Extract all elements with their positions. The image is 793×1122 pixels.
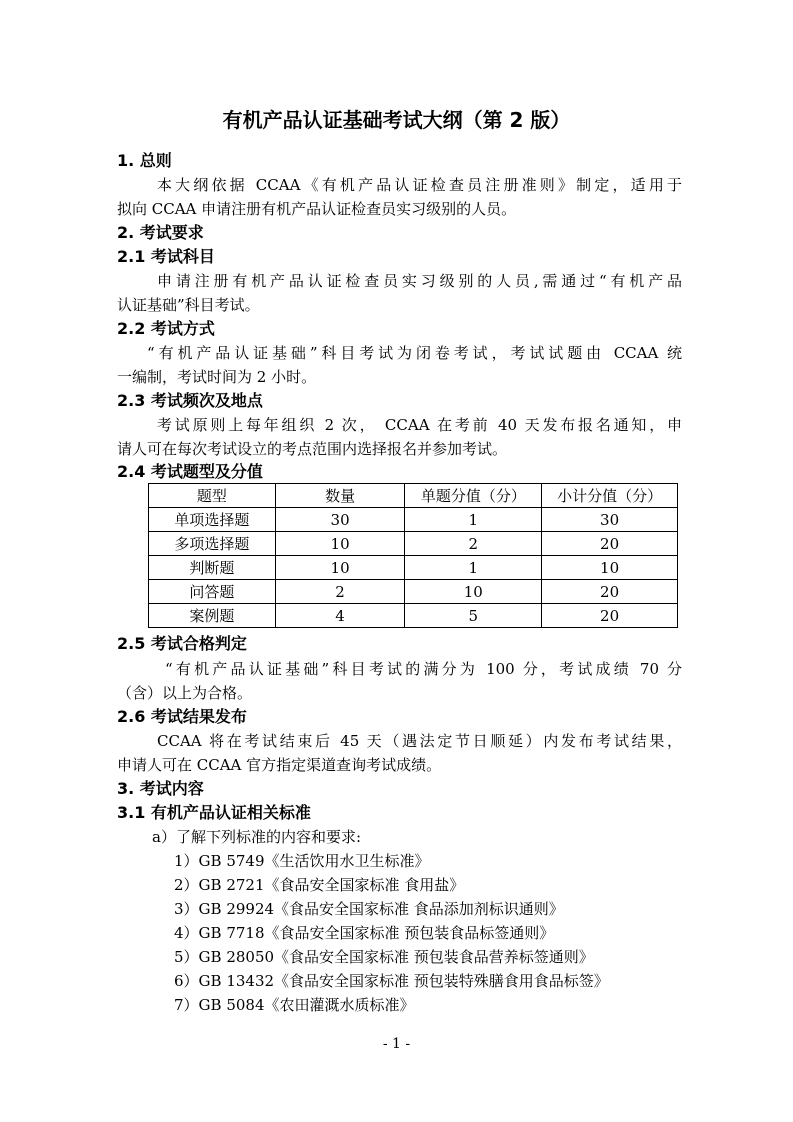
heading-question-types: 2.4 考试题型及分值	[117, 462, 263, 481]
heading-pass-criteria: 2.5 考试合格判定	[117, 634, 247, 653]
table-header-cell: 小计分值（分）	[542, 484, 678, 508]
heading-exam-format: 2.2 考试方式	[117, 319, 215, 338]
table-cell: 多项选择题	[149, 532, 276, 556]
table-row	[149, 508, 678, 532]
table-cell: 10	[275, 532, 405, 556]
list-item: 2）GB 2721《食品安全国家标准 食用盐》	[174, 876, 465, 894]
table-row	[149, 532, 678, 556]
table-cell: 20	[542, 580, 678, 604]
table-cell: 1	[405, 508, 542, 532]
paragraph-exam-frequency-line2: 请人可在每次考试设立的考点范围内选择报名并参加考试。	[117, 440, 508, 458]
table-header-cell: 单题分值（分）	[405, 484, 542, 508]
table-cell: 10	[275, 556, 405, 580]
table-cell: 2	[405, 532, 542, 556]
table-cell: 判断题	[149, 556, 276, 580]
document-title: 有机产品认证基础考试大纲（第 2 版）	[222, 108, 571, 132]
paragraph-result-release-line2: 申请人可在 CCAA 官方指定渠道查询考试成绩。	[117, 756, 442, 774]
list-item: 3）GB 29924《食品安全国家标准 食品添加剂标识通则》	[174, 900, 564, 918]
paragraph-result-release-line1: CCAA 将在考试结束后 45 天（遇法定节日顺延）内发布考试结果，	[157, 732, 682, 750]
page-number: - 1 -	[382, 1036, 411, 1052]
list-item: 6）GB 13432《食品安全国家标准 预包装特殊膳食用食品标签》	[174, 972, 609, 990]
table-row	[149, 580, 678, 604]
heading-result-release: 2.6 考试结果发布	[117, 707, 247, 726]
paragraph-pass-criteria-line1: “有机产品认证基础”科目考试的满分为 100 分，考试成绩 70 分	[165, 660, 682, 678]
table-cell: 2	[275, 580, 405, 604]
table-cell: 5	[405, 604, 542, 628]
table-row	[149, 556, 678, 580]
list-item: 1）GB 5749《生活饮用水卫生标准》	[174, 852, 430, 870]
heading-exam-frequency: 2.3 考试频次及地点	[117, 391, 263, 410]
paragraph-exam-format-line1: “有机产品认证基础”科目考试为闭卷考试，考试试题由 CCAA 统	[147, 344, 682, 362]
table-cell: 单项选择题	[149, 508, 276, 532]
paragraph-exam-subject-line1: 申请注册有机产品认证检查员实习级别的人员,需通过“有机产品	[157, 272, 682, 290]
heading-exam-content: 3. 考试内容	[117, 779, 204, 798]
table-cell: 20	[542, 604, 678, 628]
table-row	[149, 604, 678, 628]
heading-related-standards: 3.1 有机产品认证相关标准	[117, 803, 311, 822]
heading-exam-requirements: 2. 考试要求	[117, 223, 204, 242]
paragraph-general-line2: 拟向 CCAA 申请注册有机产品认证检查员实习级别的人员。	[117, 200, 517, 218]
table-header-cell: 数量	[275, 484, 405, 508]
paragraph-exam-frequency-line1: 考试原则上每年组织 2 次， CCAA 在考前 40 天发布报名通知，申	[157, 416, 682, 434]
table-cell: 1	[405, 556, 542, 580]
list-item: 5）GB 28050《食品安全国家标准 预包装食品营养标签通则》	[174, 948, 594, 966]
list-item: 7）GB 5084《农田灌溉水质标准》	[174, 996, 415, 1014]
score-table	[148, 483, 678, 628]
table-cell: 案例题	[149, 604, 276, 628]
heading-exam-subject: 2.1 考试科目	[117, 247, 215, 266]
table-cell: 30	[275, 508, 405, 532]
table-cell: 10	[405, 580, 542, 604]
table-cell: 20	[542, 532, 678, 556]
paragraph-pass-criteria-line2: （含）以上为合格。	[117, 684, 253, 702]
standards-intro: a）了解下列标准的内容和要求:	[152, 828, 361, 846]
heading-general: 1. 总则	[117, 151, 172, 170]
table-cell: 30	[542, 508, 678, 532]
table-header-row	[149, 484, 678, 508]
paragraph-exam-format-line2: 一编制，考试时间为 2 小时。	[117, 368, 317, 386]
list-item: 4）GB 7718《食品安全国家标准 预包装食品标签通则》	[174, 924, 555, 942]
table-header-cell: 题型	[149, 484, 276, 508]
paragraph-exam-subject-line2: 认证基础”科目考试。	[117, 296, 260, 314]
table-cell: 4	[275, 604, 405, 628]
table-cell: 问答题	[149, 580, 276, 604]
table-cell: 10	[542, 556, 678, 580]
paragraph-general-line1: 本大纲依据 CCAA《有机产品认证检查员注册准则》制定，适用于	[157, 176, 682, 194]
